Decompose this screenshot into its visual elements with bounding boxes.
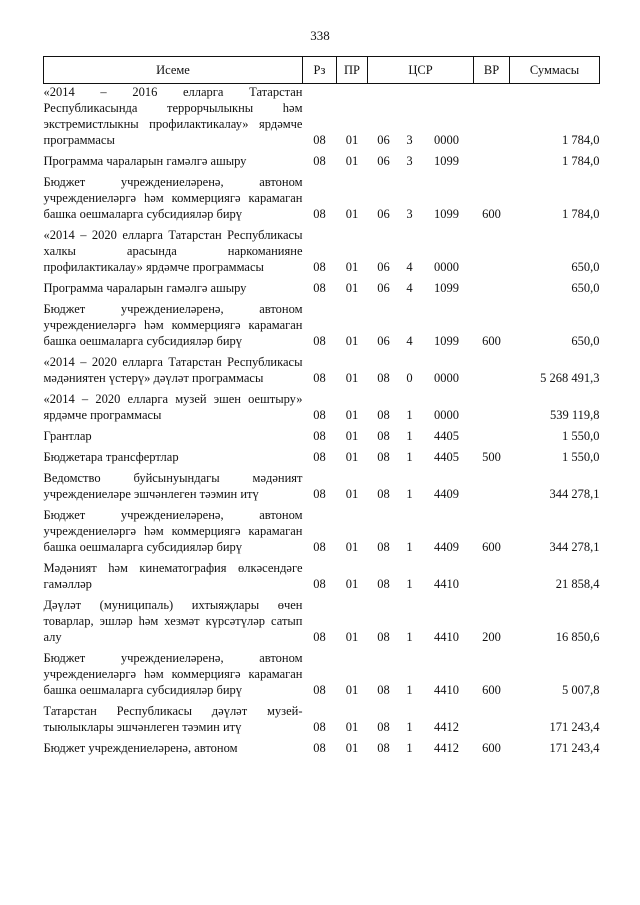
table-row [44, 153, 600, 169]
row-csr-subprogram: 1 [406, 450, 413, 464]
row-name: «2014 – 2020 елларга Татарстан Республикасы халкы арасында наркоманияне профилактикалау» ярдәмче программасы [43, 228, 303, 274]
row-pr: 01 [345, 207, 359, 221]
row-csr-subprogram: 1 [406, 630, 413, 644]
row-vr: 600 [482, 741, 501, 755]
row-name: Программа чараларын гамәлгә ашыру [43, 281, 247, 295]
row-rz: 08 [313, 540, 326, 554]
row-name: «2014 – 2020 елларга музей эшен оештыру» ярдәмче программасы [43, 392, 303, 422]
row-csr-program: 08 [377, 450, 390, 464]
row-csr-program: 06 [377, 334, 390, 348]
row-sum: 650,0 [571, 281, 600, 295]
row-csr-subprogram: 1 [406, 487, 413, 501]
row-csr-program: 08 [377, 429, 390, 443]
row-rz: 08 [313, 371, 326, 385]
row-name: Бюджет учреждениеләренә, автоном [43, 741, 238, 755]
row-csr-subprogram: 1 [406, 540, 413, 554]
row-csr-program: 08 [377, 540, 390, 554]
row-csr-program: 06 [377, 133, 390, 147]
row-name: Бюджет учреждениеләренә, автоном учреждениеләргә һәм коммерциягә карамаган башка оешмаларга субсидияләр бирү [43, 175, 303, 221]
row-name: Бюджетара трансфертлар [43, 450, 179, 464]
row-sum: 1 784,0 [562, 154, 600, 168]
row-sum: 344 278,1 [549, 487, 600, 501]
row-csr-direction: 0000 [434, 371, 459, 385]
header-csr: ЦСР [368, 57, 474, 84]
row-csr-program: 08 [377, 741, 390, 755]
row-vr: 600 [482, 334, 501, 348]
row-csr-direction: 4410 [434, 630, 459, 644]
row-name: Бюджет учреждениеләренә, автоном учреждениеләргә һәм коммерциягә карамаган башка оешмаларга субсидияләр бирү [43, 508, 303, 554]
row-csr-program: 08 [377, 408, 390, 422]
table-row [44, 703, 600, 735]
row-csr-subprogram: 4 [406, 281, 413, 295]
table-row [44, 84, 600, 149]
row-sum: 5 268 491,3 [540, 371, 600, 385]
table-row [44, 354, 600, 386]
row-vr [474, 703, 510, 735]
row-csr-program: 08 [377, 371, 390, 385]
row-sum: 21 858,4 [555, 577, 600, 591]
row-name: Грантлар [43, 429, 92, 443]
row-name: Ведомство буйсынуындагы мәдәният учреждениеләре эшчәнлеген тәэмин итү [43, 471, 303, 501]
row-name: «2014 – 2020 елларга Татарстан Республикасы мәдәниятен үстерү» дәүләт программасы [43, 355, 303, 385]
row-rz: 08 [313, 281, 326, 295]
row-vr [474, 153, 510, 169]
row-csr-direction: 4412 [434, 720, 459, 734]
row-pr: 01 [345, 720, 359, 734]
row-pr: 01 [345, 450, 359, 464]
row-csr-subprogram: 1 [406, 741, 413, 755]
row-rz: 08 [313, 450, 326, 464]
header-sum: Суммасы [510, 57, 600, 84]
row-name: Мәдәният һәм кинематография өлкәсендәге гамәлләр [43, 561, 303, 591]
row-csr-program: 08 [377, 487, 390, 501]
row-sum: 539 119,8 [549, 408, 600, 422]
row-rz: 08 [313, 720, 326, 734]
row-csr-direction: 1099 [434, 207, 459, 221]
row-csr-direction: 4405 [434, 450, 459, 464]
row-sum: 1 550,0 [562, 429, 600, 443]
row-rz: 08 [313, 487, 326, 501]
table-row [44, 740, 600, 756]
table-row [44, 391, 600, 423]
table-row [44, 280, 600, 296]
row-csr-subprogram: 1 [406, 720, 413, 734]
row-sum: 1 784,0 [562, 207, 600, 221]
row-name: Бюджет учреждениеләренә, автоном учреждениеләргә һәм коммерциягә карамаган башка оешмаларга субсидияләр бирү [43, 302, 303, 348]
row-csr-subprogram: 1 [406, 408, 413, 422]
row-csr-direction: 1099 [434, 281, 459, 295]
row-rz: 08 [313, 577, 326, 591]
row-pr: 01 [345, 741, 359, 755]
header-vr: ВР [474, 57, 510, 84]
row-name: Дәүләт (муниципаль) ихтыяҗлары өчен товарлар, эшләр һәм хезмәт күрсәтүләр сатып алу [43, 598, 303, 644]
row-csr-subprogram: 1 [406, 429, 413, 443]
row-vr [474, 391, 510, 423]
row-csr-direction: 1099 [434, 154, 459, 168]
row-pr: 01 [345, 408, 359, 422]
row-pr: 01 [345, 683, 359, 697]
header-name: Исеме [44, 57, 303, 84]
table-row [44, 650, 600, 698]
row-csr-direction: 4412 [434, 741, 459, 755]
row-rz: 08 [313, 207, 326, 221]
row-rz: 08 [313, 408, 326, 422]
row-csr-direction: 4410 [434, 577, 459, 591]
row-sum: 1 550,0 [562, 450, 600, 464]
row-csr-direction: 4409 [434, 487, 459, 501]
row-csr-program: 06 [377, 207, 390, 221]
row-csr-program: 08 [377, 630, 390, 644]
row-pr: 01 [345, 334, 359, 348]
row-sum: 650,0 [571, 260, 600, 274]
row-rz: 08 [313, 683, 326, 697]
row-sum: 5 007,8 [562, 683, 600, 697]
table-row [44, 597, 600, 645]
row-vr [474, 470, 510, 502]
row-vr: 500 [482, 450, 501, 464]
row-csr-direction: 0000 [434, 408, 459, 422]
row-name: «2014 – 2016 елларга Татарстан Республикасында террорчылыкны һәм экстремистлыкны профилактикалау» ярдәмче программасы [43, 85, 303, 147]
table-row [44, 174, 600, 222]
row-sum: 16 850,6 [555, 630, 600, 644]
row-csr-program: 08 [377, 720, 390, 734]
row-pr: 01 [345, 154, 359, 168]
row-name: Татарстан Республикасы дәүләт музей-тыюлыклары эшчәнлеген тәэмин итү [43, 704, 303, 734]
row-csr-program: 06 [377, 260, 390, 274]
row-csr-program: 08 [377, 683, 390, 697]
row-rz: 08 [313, 741, 326, 755]
row-pr: 01 [345, 371, 359, 385]
table-row [44, 301, 600, 349]
row-pr: 01 [345, 540, 359, 554]
row-rz: 08 [313, 334, 326, 348]
row-name: Программа чараларын гамәлгә ашыру [43, 154, 247, 168]
row-pr: 01 [345, 630, 359, 644]
table-header-row [44, 57, 600, 84]
row-pr: 01 [345, 260, 359, 274]
row-pr: 01 [345, 487, 359, 501]
row-sum: 171 243,4 [549, 720, 600, 734]
row-csr-subprogram: 1 [406, 577, 413, 591]
row-vr [474, 84, 510, 149]
row-vr [474, 560, 510, 592]
budget-table [43, 56, 600, 756]
row-pr: 01 [345, 577, 359, 591]
table-row [44, 560, 600, 592]
table-row [44, 227, 600, 275]
row-name: Бюджет учреждениеләренә, автоном учреждениеләргә һәм коммерциягә карамаган башка оешмаларга субсидияләр бирү [43, 651, 303, 697]
row-sum: 171 243,4 [549, 741, 600, 755]
row-csr-program: 06 [377, 154, 390, 168]
row-pr: 01 [345, 281, 359, 295]
row-vr: 600 [482, 540, 501, 554]
row-rz: 08 [313, 429, 326, 443]
row-rz: 08 [313, 133, 326, 147]
row-csr-direction: 0000 [434, 260, 459, 274]
row-rz: 08 [313, 630, 326, 644]
row-csr-subprogram: 3 [406, 133, 413, 147]
row-vr [474, 428, 510, 444]
row-csr-direction: 4405 [434, 429, 459, 443]
row-vr [474, 354, 510, 386]
table-row [44, 470, 600, 502]
row-csr-direction: 4410 [434, 683, 459, 697]
table-row [44, 428, 600, 444]
row-sum: 344 278,1 [549, 540, 600, 554]
row-csr-subprogram: 1 [406, 683, 413, 697]
row-csr-direction: 1099 [434, 334, 459, 348]
row-sum: 1 784,0 [562, 133, 600, 147]
row-sum: 650,0 [571, 334, 600, 348]
row-csr-program: 06 [377, 281, 390, 295]
row-csr-direction: 0000 [434, 133, 459, 147]
row-vr: 600 [482, 207, 501, 221]
row-vr [474, 227, 510, 275]
header-rz: Рз [303, 57, 337, 84]
row-csr-subprogram: 0 [406, 371, 413, 385]
row-pr: 01 [345, 429, 359, 443]
row-rz: 08 [313, 260, 326, 274]
row-vr: 600 [482, 683, 501, 697]
row-csr-program: 08 [377, 577, 390, 591]
row-pr: 01 [345, 133, 359, 147]
row-csr-subprogram: 3 [406, 207, 413, 221]
page-number: 338 [310, 28, 330, 43]
row-csr-direction: 4409 [434, 540, 459, 554]
row-csr-subprogram: 4 [406, 260, 413, 274]
row-rz: 08 [313, 154, 326, 168]
row-vr: 200 [482, 630, 501, 644]
header-pr: ПР [337, 57, 368, 84]
row-vr [474, 280, 510, 296]
table-row [44, 449, 600, 465]
table-row [44, 507, 600, 555]
row-csr-subprogram: 4 [406, 334, 413, 348]
row-csr-subprogram: 3 [406, 154, 413, 168]
